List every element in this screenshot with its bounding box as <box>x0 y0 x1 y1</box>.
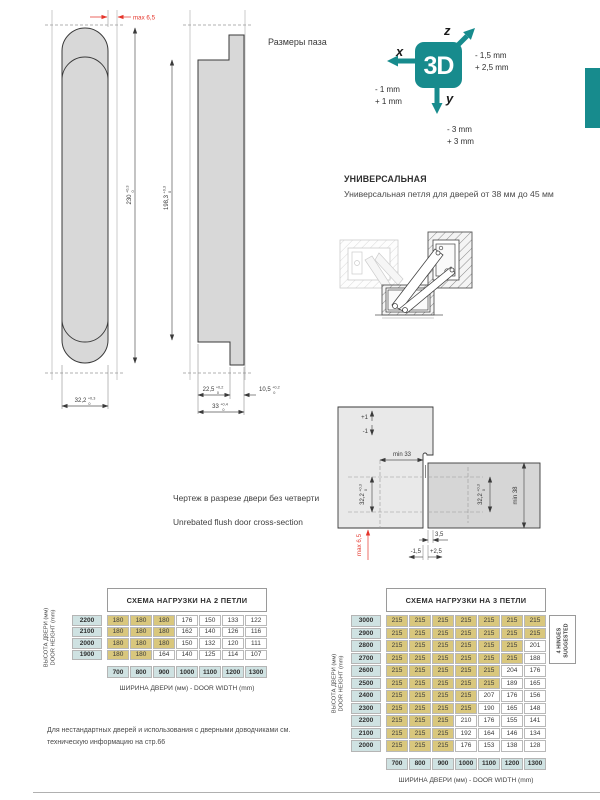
table-row <box>351 678 547 690</box>
table-row <box>351 715 547 727</box>
load-value-cell: 120 <box>222 638 244 649</box>
x-minus-label: - 1 mm <box>375 85 400 94</box>
load-value-cell: 180 <box>130 615 152 626</box>
door-height-cell: 2500 <box>351 678 381 690</box>
dim-depth-full <box>198 399 244 415</box>
footnote: Для нестандартных дверей и использования с дверными доводчиками см. техническую информацию на стр.66 <box>47 727 291 746</box>
door-width-cell: 1300 <box>245 666 267 678</box>
section-caption-ru: Чертеж в разрезе двери без четверти <box>173 493 320 503</box>
door-width-cell: 700 <box>107 666 129 678</box>
load-value-cell: 215 <box>501 628 523 640</box>
load-value-cell: 215 <box>432 740 454 752</box>
load-value-cell: 215 <box>386 690 408 702</box>
hinge-mechanism-drawing <box>335 215 485 322</box>
door-height-cell: 2000 <box>351 740 381 752</box>
groove-title: Размеры паза <box>268 37 327 47</box>
load-value-cell: 215 <box>455 665 477 677</box>
load-value-cell: 114 <box>222 650 244 661</box>
load-value-cell: 215 <box>455 678 477 690</box>
width-row <box>107 666 268 678</box>
load-table-2-hinges <box>72 588 268 692</box>
door-width-cell: 1300 <box>524 758 546 770</box>
table-row <box>351 628 547 640</box>
mortise-side-profile <box>198 35 244 365</box>
table-row <box>351 640 547 652</box>
z-axis-arrow <box>455 28 475 48</box>
table-row <box>351 665 547 677</box>
load-value-cell: 215 <box>432 703 454 715</box>
load-value-cell: 215 <box>386 640 408 652</box>
door-width-cell: 900 <box>432 758 454 770</box>
load-value-cell: 215 <box>409 628 431 640</box>
door-width-cell: 1000 <box>176 666 198 678</box>
svg-text:min 33: min 33 <box>392 452 412 458</box>
load-value-cell: 215 <box>455 640 477 652</box>
table-row <box>351 615 547 627</box>
load-value-cell: 215 <box>386 665 408 677</box>
table-title: СХЕМА НАГРУЗКИ НА 2 ПЕТЛИ <box>107 588 267 612</box>
dim-gap35 <box>419 530 448 543</box>
load-value-cell: 153 <box>478 740 500 752</box>
load-value-cell: 180 <box>130 650 152 661</box>
load-value-cell: 215 <box>432 678 454 690</box>
groove-drawing <box>20 5 327 417</box>
load-value-cell: 215 <box>432 653 454 665</box>
height-axis-label-2h: ВЫСОТА ДВЕРИ (мм) DOOR HEIGHT (mm) <box>43 607 57 668</box>
page-edge-tab <box>585 68 600 128</box>
dim-slot-width <box>62 365 108 409</box>
dim-slot-length <box>126 28 136 363</box>
load-value-cell: 215 <box>455 615 477 627</box>
door-height-cell: 2800 <box>351 640 381 652</box>
table-row <box>72 638 268 649</box>
y-axis-letter: y <box>446 91 454 106</box>
door-width-cell: 1100 <box>478 758 500 770</box>
door-width-cell: 1100 <box>199 666 221 678</box>
load-value-cell: 215 <box>409 653 431 665</box>
load-value-cell: 215 <box>386 615 408 627</box>
load-value-cell: 201 <box>524 640 546 652</box>
load-value-cell: 215 <box>409 690 431 702</box>
3d-badge-label: 3D <box>423 52 454 80</box>
load-value-cell: 215 <box>478 615 500 627</box>
load-value-cell: 133 <box>222 615 244 626</box>
load-value-cell: 140 <box>176 650 198 661</box>
svg-text:22,5+0,20: 22,5 $^{+0,2}$ 0 <box>202 385 224 395</box>
table-row <box>351 690 547 702</box>
load-value-cell: 210 <box>455 715 477 727</box>
load-value-cell: 215 <box>455 628 477 640</box>
door-width-cell: 1200 <box>501 758 523 770</box>
dim-depth-lip <box>244 367 280 399</box>
load-value-cell: 155 <box>501 715 523 727</box>
load-value-cell: 122 <box>245 615 267 626</box>
door-section <box>428 463 540 528</box>
load-value-cell: 215 <box>478 628 500 640</box>
load-value-cell: 215 <box>501 615 523 627</box>
svg-text:32,2+0,30: $32,2^{+0,3}$ 0 <box>358 484 368 505</box>
load-value-cell: 156 <box>524 690 546 702</box>
load-value-cell: 215 <box>432 690 454 702</box>
frame-section <box>338 407 433 528</box>
table-grid <box>72 615 268 660</box>
table-row <box>351 728 547 740</box>
table-title: СХЕМА НАГРУЗКИ НА 3 ПЕТЛИ <box>386 588 546 612</box>
load-value-cell: 180 <box>153 627 175 638</box>
x-plus-label: + 1 mm <box>375 97 402 106</box>
table-row <box>72 627 268 638</box>
door-width-cell: 800 <box>409 758 431 770</box>
four-hinges-note: 4 HINGES SUGGESTED <box>549 615 576 664</box>
z-axis-letter: z <box>444 23 451 38</box>
load-value-cell: 189 <box>501 678 523 690</box>
load-value-cell: 215 <box>432 640 454 652</box>
load-value-cell: 207 <box>478 690 500 702</box>
z-plus-label: + 2,5 mm <box>475 63 509 72</box>
load-value-cell: 215 <box>501 640 523 652</box>
svg-text:-1: -1 <box>362 429 368 435</box>
section-caption-en: Unrebated flush door cross-section <box>173 517 303 527</box>
load-value-cell: 138 <box>501 740 523 752</box>
dim-lateral-adjust <box>409 545 443 560</box>
load-value-cell: 148 <box>524 703 546 715</box>
load-value-cell: 192 <box>455 728 477 740</box>
table-row <box>72 615 268 626</box>
load-value-cell: 215 <box>501 653 523 665</box>
svg-text:3,5: 3,5 <box>435 532 444 538</box>
load-value-cell: 180 <box>153 638 175 649</box>
load-table-3-hinges <box>351 588 547 784</box>
door-height-cell: 1900 <box>72 650 102 661</box>
load-value-cell: 132 <box>199 638 221 649</box>
load-value-cell: 162 <box>176 627 198 638</box>
load-value-cell: 215 <box>386 728 408 740</box>
load-value-cell: 164 <box>153 650 175 661</box>
load-value-cell: 176 <box>176 615 198 626</box>
door-height-cell: 2600 <box>351 665 381 677</box>
load-value-cell: 215 <box>524 615 546 627</box>
svg-text:230+0,30: $230^{+0,3}$ 0 <box>125 185 135 205</box>
door-height-cell: 3000 <box>351 615 381 627</box>
svg-text:max 6,5: max 6,5 <box>133 14 156 22</box>
door-height-cell: 2400 <box>351 690 381 702</box>
load-value-cell: 150 <box>199 615 221 626</box>
svg-text:+2,5: +2,5 <box>430 549 442 555</box>
load-value-cell: 107 <box>245 650 267 661</box>
door-height-cell: 2200 <box>351 715 381 727</box>
load-value-cell: 180 <box>107 615 129 626</box>
load-value-cell: 215 <box>409 728 431 740</box>
load-value-cell: 180 <box>130 627 152 638</box>
product-name: УНИВЕРСАЛЬНАЯ <box>344 174 427 184</box>
svg-text:+1: +1 <box>361 415 368 421</box>
load-value-cell: 215 <box>409 740 431 752</box>
load-value-cell: 180 <box>153 615 175 626</box>
load-value-cell: 215 <box>386 740 408 752</box>
door-height-cell: 2700 <box>351 653 381 665</box>
table-row <box>351 740 547 752</box>
load-value-cell: 141 <box>524 715 546 727</box>
load-value-cell: 215 <box>386 703 408 715</box>
product-description: Универсальная петля для дверей от 38 мм до 45 мм <box>344 189 554 199</box>
load-value-cell: 180 <box>107 650 129 661</box>
z-minus-label: - 1,5 mm <box>475 51 507 60</box>
svg-text:32,2+0,30: 32,2 $^{+0,3}$ 0 <box>74 396 96 406</box>
load-value-cell: 215 <box>409 715 431 727</box>
load-value-cell: 116 <box>245 627 267 638</box>
load-value-cell: 111 <box>245 638 267 649</box>
door-height-cell: 2200 <box>72 615 102 626</box>
svg-text:10,5+0,20: 10,5 $^{+0,2}$ 0 <box>259 385 280 395</box>
load-value-cell: 215 <box>455 690 477 702</box>
load-value-cell: 165 <box>524 678 546 690</box>
door-height-cell: 2300 <box>351 703 381 715</box>
width-caption: ШИРИНА ДВЕРИ (мм) - DOOR WIDTH (mm) <box>398 776 534 784</box>
load-value-cell: 215 <box>455 703 477 715</box>
height-axis-label-3h: ВЫСОТА ДВЕРИ (мм) DOOR HEIGHT (mm) <box>331 653 345 714</box>
load-value-cell: 215 <box>409 678 431 690</box>
door-width-cell: 1000 <box>455 758 477 770</box>
svg-text:32,2+0,30: $32,2^{+0,3}$ 0 <box>476 484 486 505</box>
y-axis-arrow <box>432 86 443 114</box>
load-value-cell: 128 <box>524 740 546 752</box>
svg-text:min 38: min 38 <box>513 486 519 505</box>
svg-text:198,3+0,30: $198,3^{+0,3}$ 0 <box>162 185 172 211</box>
load-value-cell: 176 <box>478 715 500 727</box>
load-value-cell: 215 <box>432 728 454 740</box>
load-value-cell: 215 <box>478 653 500 665</box>
load-value-cell: 215 <box>478 665 500 677</box>
y-plus-label: + 3 mm <box>447 137 474 146</box>
adjustment-3d-diagram <box>370 8 535 153</box>
table-grid <box>351 615 547 752</box>
load-value-cell: 146 <box>501 728 523 740</box>
svg-text:33+0,40: 33 $^{+0,4}$ 0 <box>212 402 228 412</box>
load-value-cell: 215 <box>478 678 500 690</box>
table-row <box>351 703 547 715</box>
door-height-cell: 2900 <box>351 628 381 640</box>
load-value-cell: 215 <box>409 615 431 627</box>
load-value-cell: 215 <box>409 703 431 715</box>
width-row <box>386 758 547 770</box>
load-value-cell: 215 <box>432 715 454 727</box>
svg-text:max 6,5: max 6,5 <box>356 533 363 557</box>
load-value-cell: 180 <box>107 627 129 638</box>
load-value-cell: 215 <box>386 653 408 665</box>
load-value-cell: 188 <box>524 653 546 665</box>
door-height-cell: 2100 <box>351 728 381 740</box>
table-row <box>72 650 268 661</box>
load-value-cell: 180 <box>130 638 152 649</box>
cross-section-drawing <box>335 383 600 578</box>
load-value-cell: 215 <box>386 715 408 727</box>
load-value-cell: 190 <box>478 703 500 715</box>
door-width-cell: 900 <box>153 666 175 678</box>
door-height-cell: 2000 <box>72 638 102 649</box>
load-value-cell: 140 <box>199 627 221 638</box>
load-value-cell: 150 <box>176 638 198 649</box>
width-caption: ШИРИНА ДВЕРИ (мм) - DOOR WIDTH (mm) <box>119 685 255 692</box>
load-value-cell: 215 <box>524 628 546 640</box>
load-value-cell: 125 <box>199 650 221 661</box>
load-value-cell: 215 <box>432 615 454 627</box>
load-value-cell: 180 <box>107 638 129 649</box>
load-value-cell: 204 <box>501 665 523 677</box>
y-minus-label: - 3 mm <box>447 125 472 134</box>
load-value-cell: 215 <box>409 640 431 652</box>
door-height-cell: 2100 <box>72 627 102 638</box>
door-width-cell: 1200 <box>222 666 244 678</box>
dim-inner-length <box>163 60 173 340</box>
load-value-cell: 215 <box>455 653 477 665</box>
dim-max-mill-depth <box>356 530 368 560</box>
load-value-cell: 176 <box>524 665 546 677</box>
load-value-cell: 164 <box>478 728 500 740</box>
door-width-cell: 800 <box>130 666 152 678</box>
door-width-cell: 700 <box>386 758 408 770</box>
dim-max-gap <box>90 10 156 27</box>
load-value-cell: 126 <box>222 627 244 638</box>
x-axis-letter: x <box>396 44 404 59</box>
load-value-cell: 215 <box>432 665 454 677</box>
load-value-cell: 215 <box>432 628 454 640</box>
table-row <box>351 653 547 665</box>
load-value-cell: 215 <box>386 678 408 690</box>
load-value-cell: 165 <box>501 703 523 715</box>
load-value-cell: 176 <box>455 740 477 752</box>
svg-text:-1,5: -1,5 <box>410 549 421 555</box>
mortise-slot <box>62 28 108 363</box>
footer-rule <box>33 792 600 793</box>
load-value-cell: 176 <box>501 690 523 702</box>
load-value-cell: 215 <box>386 628 408 640</box>
load-value-cell: 134 <box>524 728 546 740</box>
load-value-cell: 215 <box>409 665 431 677</box>
load-value-cell: 215 <box>478 640 500 652</box>
